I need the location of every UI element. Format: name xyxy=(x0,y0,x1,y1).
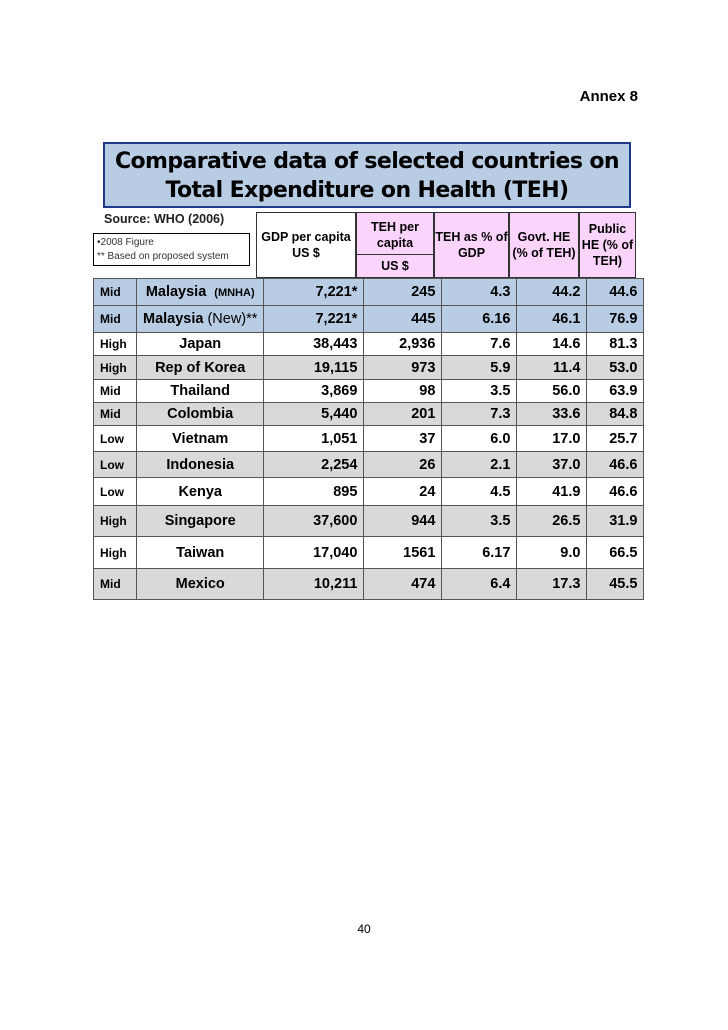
teh-per-capita-cell: 26 xyxy=(364,452,442,478)
teh-per-capita-cell: 2,936 xyxy=(364,333,442,356)
govt-he-cell: 9.0 xyxy=(517,537,587,569)
public-he-cell: 84.8 xyxy=(587,403,644,426)
header-teh-per-capita xyxy=(356,212,434,278)
title-line-1: Comparative data of selected countries on xyxy=(114,149,619,174)
country-name: Vietnam xyxy=(172,430,229,447)
table-row xyxy=(94,333,644,356)
gdp-per-capita-cell: 1,051 xyxy=(264,426,364,452)
gdp-per-capita-cell: 10,211 xyxy=(264,569,364,600)
govt-he-cell: 14.6 xyxy=(517,333,587,356)
country-name: Colombia xyxy=(167,406,234,422)
table-row xyxy=(94,506,644,537)
header-public-he: Public HE (% of TEH) xyxy=(579,212,636,278)
country-name: Taiwan xyxy=(176,544,225,561)
govt-he-cell: 41.9 xyxy=(517,478,587,506)
teh-per-capita-cell: 445 xyxy=(364,306,442,333)
country-cell xyxy=(137,333,264,356)
header-teh-pct-gdp: TEH as % of GDP xyxy=(434,212,509,278)
teh-data-table xyxy=(93,278,644,600)
teh-pct-gdp-cell: 3.5 xyxy=(442,380,517,403)
teh-per-capita-cell: 37 xyxy=(364,426,442,452)
govt-he-cell: 44.2 xyxy=(517,279,587,306)
public-he-cell: 53.0 xyxy=(587,356,644,380)
teh-pct-gdp-cell: 5.9 xyxy=(442,356,517,380)
public-he-cell: 63.9 xyxy=(587,380,644,403)
country-name: Malaysia xyxy=(145,284,207,300)
footnote-proposed: ** Based on proposed system xyxy=(97,251,229,262)
teh-per-capita-cell: 24 xyxy=(364,478,442,506)
public-he-cell: 45.5 xyxy=(587,569,644,600)
teh-pct-gdp-cell: 4.3 xyxy=(442,279,517,306)
country-cell xyxy=(137,356,264,380)
teh-pct-gdp-cell: 4.5 xyxy=(442,478,517,506)
teh-per-capita-cell: 98 xyxy=(364,380,442,403)
income-level-cell: High xyxy=(94,537,137,569)
table-row xyxy=(94,306,644,333)
income-level-cell: Mid xyxy=(94,380,137,403)
teh-per-capita-cell: 973 xyxy=(364,356,442,380)
public-he-cell: 76.9 xyxy=(587,306,644,333)
income-level-cell: High xyxy=(94,356,137,380)
teh-per-capita-cell: 1561 xyxy=(364,537,442,569)
country-name: Thailand xyxy=(170,383,231,399)
country-cell xyxy=(137,452,264,478)
country-cell xyxy=(137,380,264,403)
govt-he-cell: 46.1 xyxy=(517,306,587,333)
teh-pct-gdp-cell: 6.0 xyxy=(442,426,517,452)
table-body xyxy=(94,279,644,600)
income-level-cell: High xyxy=(94,506,137,537)
country-cell xyxy=(137,306,264,333)
country-name: Indonesia xyxy=(166,456,235,473)
gdp-per-capita-cell: 5,440 xyxy=(264,403,364,426)
country-cell xyxy=(137,537,264,569)
teh-per-capita-cell: 201 xyxy=(364,403,442,426)
country-name: Singapore xyxy=(164,513,236,529)
header-gdp-per-capita: GDP per capita US $ xyxy=(256,212,356,278)
table-row xyxy=(94,569,644,600)
teh-pct-gdp-cell: 6.4 xyxy=(442,569,517,600)
gdp-per-capita-cell: 7,221* xyxy=(264,306,364,333)
table-row xyxy=(94,478,644,506)
teh-per-capita-cell: 944 xyxy=(364,506,442,537)
public-he-cell: 81.3 xyxy=(587,333,644,356)
govt-he-cell: 37.0 xyxy=(517,452,587,478)
govt-he-cell: 17.0 xyxy=(517,426,587,452)
country-tag: (New)** xyxy=(207,311,258,327)
teh-pct-gdp-cell: 6.16 xyxy=(442,306,517,333)
annex-label: Annex 8 xyxy=(579,88,638,105)
table-row xyxy=(94,452,644,478)
country-name: Mexico xyxy=(175,576,225,592)
govt-he-cell: 17.3 xyxy=(517,569,587,600)
country-name: Japan xyxy=(179,336,222,352)
public-he-cell: 46.6 xyxy=(587,478,644,506)
table-row xyxy=(94,356,644,380)
gdp-per-capita-cell: 37,600 xyxy=(264,506,364,537)
country-name: Kenya xyxy=(178,483,222,500)
public-he-cell: 46.6 xyxy=(587,452,644,478)
footnote-2008: •2008 Figure xyxy=(97,237,154,248)
footnote-box xyxy=(93,233,250,266)
country-cell xyxy=(137,478,264,506)
teh-pct-gdp-cell: 2.1 xyxy=(442,452,517,478)
public-he-cell: 25.7 xyxy=(587,426,644,452)
income-level-cell: Mid xyxy=(94,403,137,426)
gdp-per-capita-cell: 19,115 xyxy=(264,356,364,380)
teh-pct-gdp-cell: 3.5 xyxy=(442,506,517,537)
teh-per-capita-cell: 245 xyxy=(364,279,442,306)
income-level-cell: Low xyxy=(94,426,137,452)
header-teh-unit: US $ xyxy=(357,254,433,277)
table-row xyxy=(94,537,644,569)
teh-pct-gdp-cell: 6.17 xyxy=(442,537,517,569)
govt-he-cell: 56.0 xyxy=(517,380,587,403)
title-line-2: Total Expenditure on Health (TEH) xyxy=(165,178,569,203)
income-level-cell: Low xyxy=(94,478,137,506)
table-row xyxy=(94,380,644,403)
teh-per-capita-cell: 474 xyxy=(364,569,442,600)
table-row xyxy=(94,403,644,426)
teh-pct-gdp-cell: 7.3 xyxy=(442,403,517,426)
public-he-cell: 31.9 xyxy=(587,506,644,537)
country-name: Malaysia xyxy=(143,311,204,327)
table-row xyxy=(94,279,644,306)
public-he-cell: 66.5 xyxy=(587,537,644,569)
country-cell xyxy=(137,279,264,306)
govt-he-cell: 33.6 xyxy=(517,403,587,426)
table-title xyxy=(103,142,631,208)
gdp-per-capita-cell: 895 xyxy=(264,478,364,506)
income-level-cell: Mid xyxy=(94,279,137,306)
public-he-cell: 44.6 xyxy=(587,279,644,306)
gdp-per-capita-cell: 7,221* xyxy=(264,279,364,306)
table-row xyxy=(94,426,644,452)
income-level-cell: High xyxy=(94,333,137,356)
page-number: 40 xyxy=(357,922,371,936)
country-tag: (MNHA) xyxy=(214,287,255,299)
source-note: Source: WHO (2006) xyxy=(104,212,225,226)
country-cell xyxy=(137,569,264,600)
country-cell xyxy=(137,403,264,426)
income-level-cell: Low xyxy=(94,452,137,478)
gdp-per-capita-cell: 38,443 xyxy=(264,333,364,356)
govt-he-cell: 11.4 xyxy=(517,356,587,380)
gdp-per-capita-cell: 3,869 xyxy=(264,380,364,403)
country-cell xyxy=(137,506,264,537)
header-govt-he: Govt. HE (% of TEH) xyxy=(509,212,579,278)
gdp-per-capita-cell: 2,254 xyxy=(264,452,364,478)
govt-he-cell: 26.5 xyxy=(517,506,587,537)
income-level-cell: Mid xyxy=(94,569,137,600)
gdp-per-capita-cell: 17,040 xyxy=(264,537,364,569)
income-level-cell: Mid xyxy=(94,306,137,333)
header-teh-label: TEH per capita xyxy=(371,219,419,250)
country-cell xyxy=(137,426,264,452)
country-name: Rep of Korea xyxy=(155,359,246,376)
teh-pct-gdp-cell: 7.6 xyxy=(442,333,517,356)
